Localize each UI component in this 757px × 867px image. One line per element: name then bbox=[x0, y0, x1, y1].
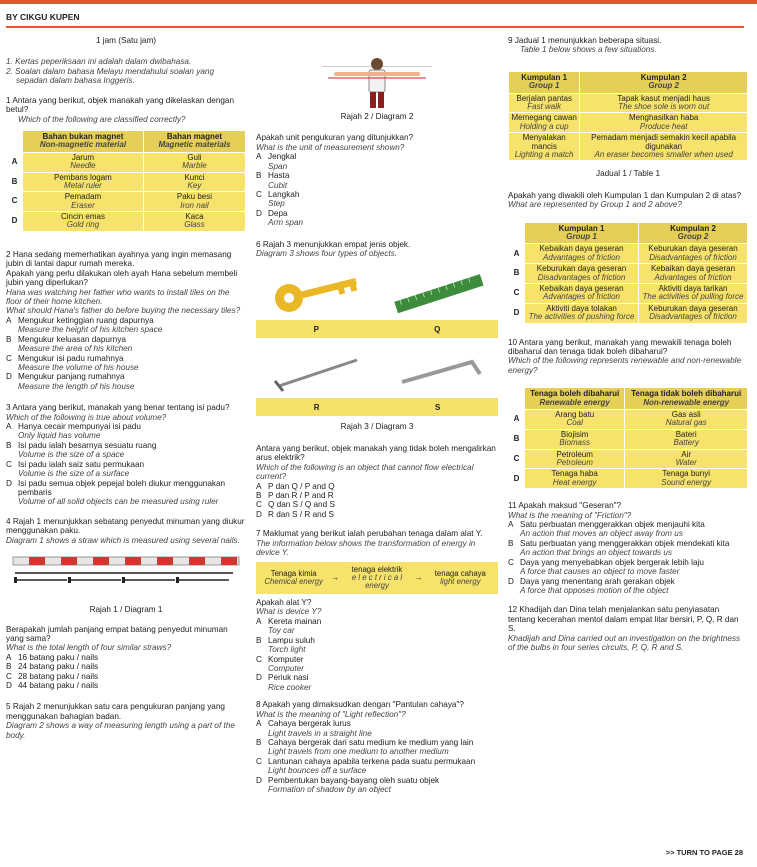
table-row[interactable]: D Tenaga haba Heat energy Tenaga bunyi Sound energy bbox=[509, 469, 748, 489]
table-1-caption: Jadual 1 / Table 1 bbox=[595, 169, 661, 179]
table-row[interactable]: B Biojisim Biomass Bateri Battery bbox=[509, 429, 748, 449]
label-bar-rs bbox=[256, 398, 498, 416]
table-row[interactable]: A Arang batu Coal Gas asli Natural gas bbox=[509, 410, 748, 430]
option[interactable]: C 28 batang paku / nails bbox=[6, 671, 99, 681]
question-4-q: Berapakah jumlah panjang empat batang penyedut minuman yang sama? bbox=[6, 624, 228, 643]
question-7-text: 7 Maklumat yang berikut ialah perubahan tenaga dalam alat Y. bbox=[256, 529, 483, 539]
diagram-3-caption: Rajah 3 / Diagram 3 bbox=[340, 422, 414, 432]
question-4-text: 4 Rajah 1 menunjukkan sebatang penyedut minuman yang diukur menggunakan paku. bbox=[6, 516, 245, 536]
label-bar-pq bbox=[256, 320, 498, 338]
question-6-en: Diagram 3 shows four types of objects. bbox=[256, 249, 398, 259]
option-en: An action that moves an object away from us bbox=[520, 529, 683, 539]
option[interactable]: B Isi padu ialah besarnya sesuatu ruang bbox=[6, 440, 157, 450]
question-2-en: Hana was watching her father who wants to install tiles on the floor of their home kitchen. bbox=[6, 287, 230, 306]
question-4 bbox=[6, 517, 246, 691]
question-9-en2: What are represented by Group 1 and 2 above? bbox=[508, 200, 682, 210]
option[interactable]: B 24 batang paku / nails bbox=[6, 662, 99, 672]
question-9-text: 9 Jadual 1 menunjukkan beberapa situasi. bbox=[508, 36, 662, 45]
question-10-table: Tenaga boleh dibaharui Renewable energy Tenaga tidak boleh dibaharui Non-renewable energy A Arang batu Coal Gas asli Natural gas B Biojisim Biomass Bateri Battery C Petroleum Petroleum Air Water D Tenaga haba Heat energy Tenaga bunyi Sound energy bbox=[508, 387, 748, 489]
question-3-text: 3 Antara yang berikut, manakah yang benar tentang isi padu? bbox=[6, 403, 230, 413]
option[interactable]: A P dan Q / P and Q bbox=[256, 481, 335, 491]
question-5-text: 5 Rajah 2 menunjukkan satu cara pengukuran panjang yang menggunakan bahagian badan. bbox=[6, 702, 225, 721]
question-9 bbox=[508, 36, 748, 324]
instruction-2: 2. Soalan dalam bahasa Melayu mendahului soalan yang sepadan dalam bahasa Inggeris. bbox=[6, 66, 215, 86]
option-en: Torch light bbox=[268, 645, 306, 655]
question-6-text: 6 Rajah 3 menunjukkan empat jenis objek. bbox=[256, 239, 411, 249]
question-12-en: Khadijah and Dina carried out an investigation on the brightness of the bulbs in four series circuits, P, Q, R and S. bbox=[508, 633, 741, 653]
option[interactable]: D Depa bbox=[256, 208, 288, 218]
option-en: Cubit bbox=[268, 180, 288, 190]
question-10-text: 10 Antara yang berikut, manakah yang mewakili tenaga boleh dibaharui dan tenaga tidak boleh dibaharui? bbox=[508, 337, 732, 356]
objects-row-1 bbox=[256, 268, 498, 320]
option[interactable]: C Komputer bbox=[256, 654, 304, 664]
option-en: Span bbox=[268, 161, 288, 171]
option-en: Light bounces off a surface bbox=[268, 766, 367, 776]
question-8-text: 8 Apakah yang dimaksudkan dengan "Pantulan cahaya"? bbox=[256, 700, 464, 710]
option-en: Volume is the size of a surface bbox=[18, 469, 130, 479]
option-en: Rice cooker bbox=[268, 682, 312, 692]
option[interactable]: B P dan R / P and R bbox=[256, 491, 334, 501]
option-en: An action that brings an object towards us bbox=[520, 548, 673, 558]
option[interactable]: B Satu perbuatan yang menggerakkan objek mendekati kita bbox=[508, 538, 730, 548]
question-5 bbox=[6, 702, 246, 740]
table-1: Kumpulan 1 Group 1 Kumpulan 2 Group 2 Berjalan pantas Fast walk Tapak kasut menjadi haus The shoe sole is worn out Memegang cawan Holding a cup Menghasilkan haba Produce heat Menyalakan mancis Lighting a match Pemadam menjadi semakin kecil apabila digunakan An eraser becomes smaller when used bbox=[508, 71, 748, 162]
straw-nails-diagram bbox=[6, 551, 246, 599]
label-r: R bbox=[313, 402, 320, 412]
table-row: B Pembaris logam Metal ruler Kunci Key bbox=[7, 172, 246, 192]
exam-time: 1 jam (Satu jam) bbox=[95, 36, 157, 45]
option-en: A force that causes an object to move faster bbox=[520, 567, 680, 577]
question-1-table bbox=[6, 130, 246, 232]
table-row: C Pemadam Eraser Paku besi Iron nail bbox=[7, 192, 246, 212]
question-3-en: Which of the following is true about volume? bbox=[6, 412, 167, 422]
instruction-1: 1. Kertas peperiksaan ini adalah dalam dwibahasa. bbox=[6, 57, 192, 67]
option-en: Only liquid has volume bbox=[18, 431, 101, 441]
option-en: Measure the height of his kitchen space bbox=[18, 325, 163, 335]
question-9-en: Table 1 below shows a few situations. bbox=[520, 45, 657, 55]
question-12 bbox=[508, 605, 748, 652]
option-en: Light travels from one medium to another medium bbox=[268, 747, 449, 757]
column-2 bbox=[256, 36, 498, 795]
option-en: Arm span bbox=[268, 218, 304, 228]
label-s: S bbox=[434, 402, 441, 412]
option[interactable]: D R dan S / R and S bbox=[256, 509, 334, 519]
question-7-en2: What is device Y? bbox=[256, 607, 322, 617]
brand-label: BY CIKGU KUPEN bbox=[6, 12, 80, 22]
question-7-q: Apakah alat Y? bbox=[256, 598, 312, 608]
table-row[interactable]: A Kebaikan daya geseran Advantages of friction Keburukan daya geseran Disadvantages of friction bbox=[509, 244, 748, 264]
question-7 bbox=[256, 529, 498, 692]
column-3 bbox=[508, 36, 748, 652]
label-p: P bbox=[313, 324, 319, 334]
question-5-q: Apakah unit pengukuran yang ditunjukkan? bbox=[256, 133, 414, 143]
option[interactable]: A Cahaya bergerak lurus bbox=[256, 719, 351, 729]
option[interactable]: A Jengkal bbox=[256, 152, 297, 162]
top-accent-bar bbox=[0, 0, 757, 4]
question-11-en: What is the meaning of "Friction"? bbox=[508, 510, 632, 520]
option[interactable]: A Hanya cecair mempunyai isi padu bbox=[6, 422, 141, 432]
table-row: Berjalan pantas Fast walk Tapak kasut menjadi haus The shoe sole is worn out bbox=[509, 93, 748, 113]
question-1-text: 1 Antara yang berikut, objek manakah yang dikelaskan dengan betul? bbox=[6, 95, 235, 115]
question-2-text: 2 Hana sedang memerhatikan ayahnya yang ingin memasang jubin di lantai dapur rumah mereka. bbox=[6, 249, 232, 269]
table-row[interactable]: C Kebaikan daya geseran Advantages of friction Aktiviti daya tarikan The activities of pulling force bbox=[509, 283, 748, 303]
option[interactable]: C Langkah bbox=[256, 189, 300, 199]
ruler-icon bbox=[377, 268, 498, 320]
option[interactable]: C Mengukur isi padu rumahnya bbox=[6, 353, 124, 363]
question-11 bbox=[508, 501, 748, 595]
question-4-en: Diagram 1 shows a straw which is measured using several nails. bbox=[6, 535, 240, 545]
question-6-en2: Which of the following is an object that cannot flow electrical current? bbox=[256, 462, 474, 482]
diagram-2-caption: Rajah 2 / Diagram 2 bbox=[340, 112, 414, 121]
header-rule bbox=[6, 26, 744, 28]
question-9-answers: Kumpulan 1 Group 1 Kumpulan 2 Group 2 A Kebaikan daya geseran Advantages of friction Keburukan daya geseran Disadvantages of friction B Keburukan daya geseran Disadvantages of friction Kebaikan daya geseran Advantages of friction C Kebaikan daya geseran Advantages of friction Aktiviti daya tarikan The activities of pulling force D Aktiviti daya tolakan The activities of pushing force Keburukan daya geseran Disadvantages of friction bbox=[508, 222, 748, 324]
option[interactable]: D Periuk nasi bbox=[256, 673, 309, 683]
option[interactable]: A Mengukur ketinggian ruang dapurnya bbox=[6, 315, 154, 325]
option[interactable]: D 44 batang paku / nails bbox=[6, 681, 99, 691]
option[interactable]: B Cahaya bergerak dari satu medium ke medium yang lain bbox=[256, 737, 474, 747]
question-1 bbox=[6, 96, 246, 232]
arrow-right-icon: → bbox=[414, 572, 423, 582]
question-10-en: Which of the following represents renewable and non-renewable energy? bbox=[508, 356, 742, 375]
option[interactable]: D Pembentukan bayang-bayang oleh suatu objek bbox=[256, 775, 440, 785]
option-en: Computer bbox=[268, 664, 304, 674]
option[interactable]: C Q dan S / Q and S bbox=[256, 500, 335, 510]
q1-header-2: Bahan magnet Magnetic materials bbox=[143, 130, 245, 152]
option-en: Measure the area of his kitchen bbox=[18, 344, 133, 354]
question-6 bbox=[256, 240, 498, 520]
table-row: Menyalakan mancis Lighting a match Pemadam menjadi semakin kecil apabila digunakan An eraser becomes smaller when used bbox=[509, 133, 748, 161]
column-1 bbox=[6, 36, 246, 740]
question-2 bbox=[6, 250, 246, 391]
key-icon bbox=[256, 268, 377, 320]
arrow-right-icon: → bbox=[331, 572, 340, 582]
question-1-en: Which of the following are classified correctly? bbox=[18, 114, 186, 124]
option[interactable]: C Isi padu ialah saiz satu permukaan bbox=[6, 459, 145, 469]
q1-header-1: Bahan bukan magnet Non-magnetic material bbox=[23, 130, 144, 152]
arm-span-diagram bbox=[256, 52, 498, 108]
option-en: A force that opposes motion of the object bbox=[520, 585, 669, 595]
option-en: Measure the volume of his house bbox=[18, 362, 139, 372]
option-en: Volume of all solid objects can be measured using ruler bbox=[18, 497, 219, 507]
option-en: Volume is the size of a space bbox=[18, 450, 125, 460]
table-row[interactable]: C Petroleum Petroleum Air Water bbox=[509, 449, 748, 469]
table-row[interactable]: D Aktiviti daya tolakan The activities of pushing force Keburukan daya geseran Disadvantages of friction bbox=[509, 303, 748, 323]
question-7-en: The information below shows the transformation of energy in device Y. bbox=[256, 538, 476, 558]
option[interactable]: C Lantunan cahaya apabila terkena pada suatu permukaan bbox=[256, 756, 476, 766]
question-4-en2: What is the total length of four similar straws? bbox=[6, 643, 172, 653]
objects-row-2 bbox=[256, 346, 498, 398]
turn-page-note: >> TURN TO PAGE 28 bbox=[665, 848, 743, 857]
option-en: Step bbox=[268, 199, 285, 209]
energy-transformation-box: Tenaga kimia Chemical energy → tenaga elektrik e l e c t r i c a l energy → tenaga cahaya light energy bbox=[256, 562, 498, 595]
question-10 bbox=[508, 338, 748, 490]
question-5-en2: What is the unit of measurement shown? bbox=[256, 142, 405, 152]
question-6-q: Antara yang berikut, objek manakah yang tidak boleh mengalirkan arus elektrik? bbox=[256, 443, 496, 463]
option[interactable]: B Hasta bbox=[256, 171, 290, 181]
question-8-en: What is the meaning of "Light reflection"? bbox=[256, 709, 406, 719]
table-row[interactable]: B Keburukan daya geseran Disadvantages of friction Kebaikan daya geseran Advantages of friction bbox=[509, 264, 748, 284]
diagram-1-caption: Rajah 1 / Diagram 1 bbox=[89, 605, 163, 615]
question-2-q: Apakah yang perlu dilakukan oleh ayah Hana sebelum membeli jubin yang diperlukan? bbox=[6, 268, 238, 288]
question-8 bbox=[256, 700, 498, 794]
question-11-text: 11 Apakah maksud "Geseran"? bbox=[508, 501, 622, 511]
option[interactable]: C Daya yang menyebabkan objek bergerak lebih laju bbox=[508, 557, 704, 567]
question-12-text: 12 Khadijah dan Dina telah menjalankan satu penyiasatan tentang kecerahan mentol dalam empat litar bersiri, P, Q, R dan S. bbox=[508, 605, 739, 634]
table-row: A Jarum Needle Guli Marble bbox=[7, 152, 246, 172]
option-en: Light travels in a straight line bbox=[268, 728, 372, 738]
option[interactable]: B Mengukur keluasan dapurnya bbox=[6, 334, 126, 344]
allen-key-icon bbox=[377, 346, 498, 398]
option[interactable]: A Kereta mainan bbox=[256, 616, 322, 626]
option[interactable]: D Isi padu semua objek pepejal boleh diukur menggunakan pembaris bbox=[6, 478, 226, 497]
option[interactable]: A 16 batang paku / nails bbox=[6, 652, 99, 662]
question-5-en: Diagram 2 shows a way of measuring length using a part of the body. bbox=[6, 721, 235, 740]
question-9-q: Apakah yang diwakili oleh Kumpulan 1 dan Kumpulan 2 di atas? bbox=[508, 190, 742, 200]
option[interactable]: D Daya yang menentang arah gerakan objek bbox=[508, 576, 675, 586]
option-en: Measure the length of his house bbox=[18, 381, 135, 391]
option[interactable]: B Lampu suluh bbox=[256, 635, 315, 645]
table-row: Memegang cawan Holding a cup Menghasilkan haba Produce heat bbox=[509, 113, 748, 133]
nail-icon bbox=[256, 346, 377, 398]
table-row: D Cincin emas Gold ring Kaca Glass bbox=[7, 212, 246, 232]
option[interactable]: D Mengukur panjang rumahnya bbox=[6, 372, 125, 382]
option-en: Toy car bbox=[268, 626, 295, 636]
question-3 bbox=[6, 403, 246, 507]
option[interactable]: A Satu perbuatan menggerakkan objek menjauhi kita bbox=[508, 519, 705, 529]
label-q: Q bbox=[434, 324, 441, 334]
question-2-en2: What should Hana's father do before buying the necessary tiles? bbox=[6, 306, 241, 316]
option-en: Formation of shadow by an object bbox=[268, 785, 391, 795]
